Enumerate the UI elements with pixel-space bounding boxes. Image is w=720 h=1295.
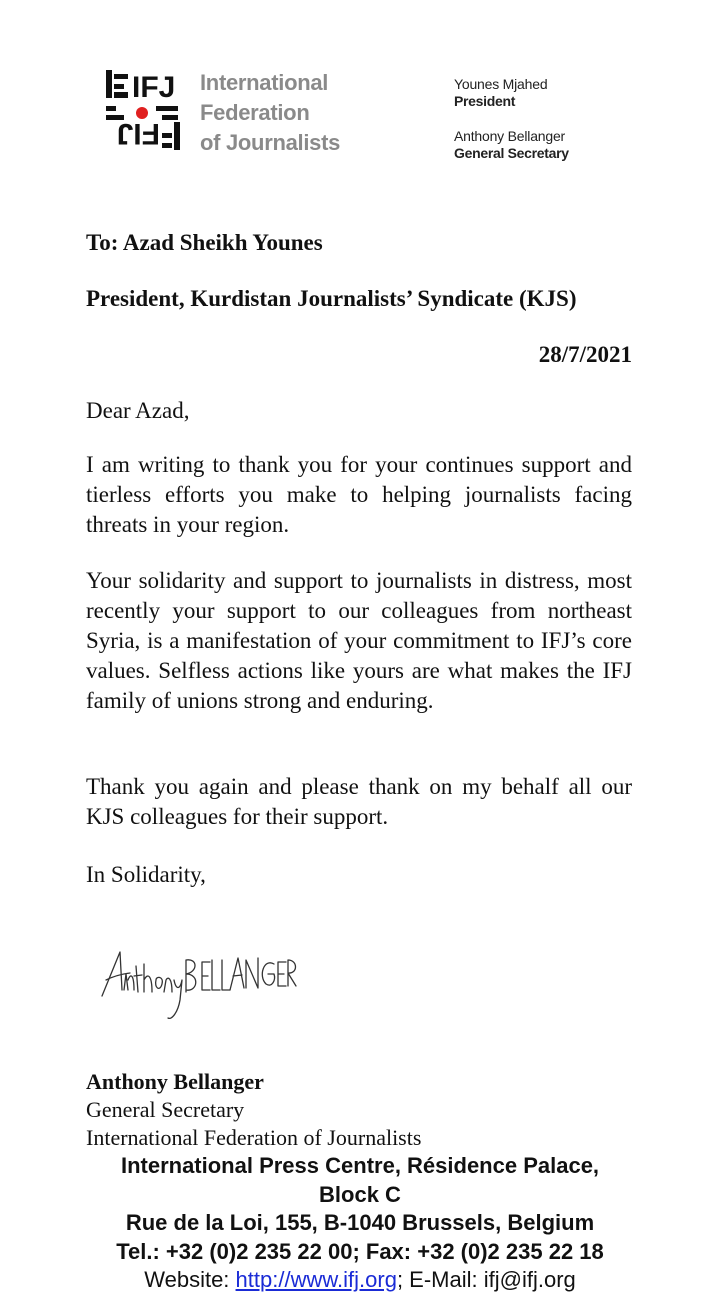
officer-title: President — [454, 93, 516, 109]
signer-organization: International Federation of Journalists — [86, 1125, 422, 1150]
officer-president — [454, 76, 569, 110]
website-link[interactable]: http://www.ifj.org — [235, 1267, 397, 1292]
handwritten-signature — [98, 940, 298, 1022]
email-address[interactable]: ifj@ifj.org — [483, 1267, 576, 1292]
to-line: To: Azad Sheikh Younes — [86, 230, 323, 255]
officer-name: Younes Mjahed — [454, 76, 548, 92]
footer-address — [0, 1152, 720, 1295]
letter-date: 28/7/2021 — [538, 342, 632, 367]
email-label: ; E-Mail: — [396, 1267, 484, 1292]
salutation: Dear Azad, — [86, 398, 190, 423]
ifj-logo-icon — [104, 68, 182, 156]
address-line-2: Block C — [319, 1181, 401, 1207]
body-paragraph-1: I am writing to thank you for your continues support and tierless efforts you make to helping journalists facing threats in your region. — [86, 452, 632, 537]
svg-text:FIJ: FIJ — [116, 117, 160, 150]
body-paragraph-2: Your solidarity and support to journalists in distress, most recently your support to our colleagues from northeast Syria, is a manifestation of your commitment to IFJ’s core values. Selfless actions like yours are what makes the IFJ family of unions strong and enduring. — [86, 568, 632, 713]
officer-general-secretary — [454, 128, 569, 162]
ifj-logo — [104, 68, 182, 156]
address-line-1: International Press Centre, Résidence Palace, — [120, 1153, 600, 1178]
org-name-line-2: Federation — [200, 100, 310, 125]
contact-line — [0, 1266, 720, 1295]
org-name-line-1: International — [200, 70, 329, 95]
svg-text:IFJ: IFJ — [132, 71, 176, 104]
org-name — [200, 68, 340, 158]
signer-name: Anthony Bellanger — [86, 1069, 264, 1094]
officers-list — [454, 76, 569, 162]
closing: In Solidarity, — [86, 862, 206, 887]
officer-name: Anthony Bellanger — [454, 128, 566, 144]
signer-title: General Secretary — [86, 1097, 245, 1122]
address-line-3: Rue de la Loi, 155, B-1040 Brussels, Belgium — [125, 1210, 595, 1235]
body-paragraph-3: Thank you again and please thank on my behalf all our KJS colleagues for their support. — [86, 774, 632, 829]
officer-title: General Secretary — [454, 145, 569, 161]
phone-fax-line: Tel.: +32 (0)2 235 22 00; Fax: +32 (0)2 235 22 18 — [116, 1238, 604, 1264]
org-name-line-3: of Journalists — [200, 130, 341, 155]
website-label: Website: — [144, 1267, 236, 1292]
recipient-title: President, Kurdistan Journalists’ Syndicate (KJS) — [86, 286, 577, 311]
